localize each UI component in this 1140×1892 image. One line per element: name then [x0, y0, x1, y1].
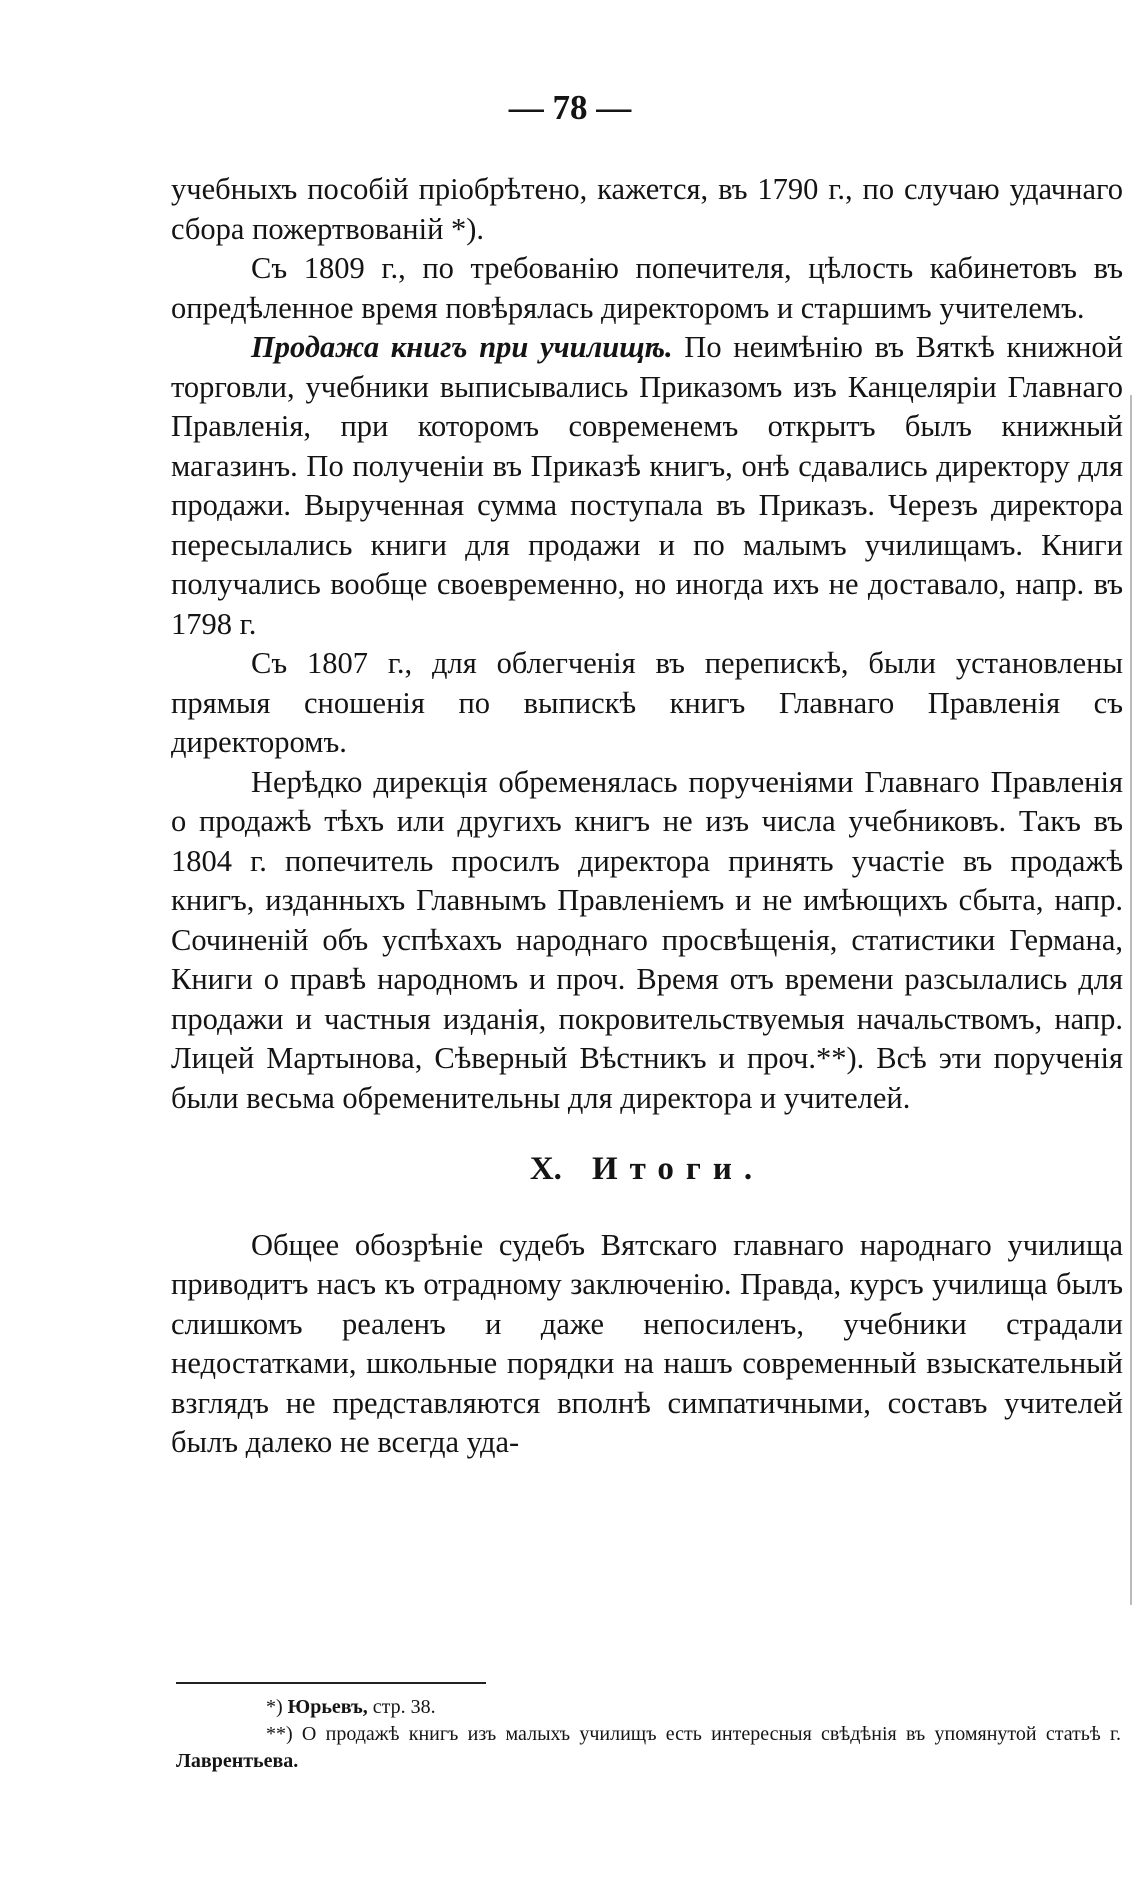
scan-margin-line	[1130, 395, 1132, 1605]
paragraph-3-text: По неимѣнію въ Вяткѣ книжной торговли, учебники выписывались Приказомъ изъ Канцеляріи Главнаго Правленія, при которомъ современемъ открытъ былъ книжный магазинъ. По полученіи въ Приказѣ книгъ, онѣ сдавались директору для продажи. Вырученная сумма поступала въ Приказъ. Черезъ директора пересылались книги для продажи и по малымъ училищамъ. Книги получались вообще своевременно, но иногда ихъ не доставало, напр. въ 1798 г.	[171, 330, 1123, 641]
paragraph-3	[171, 328, 1123, 644]
paragraph-4: Съ 1807 г., для облегченія въ перепискѣ, были установлены прямыя сношенія по выпискѣ книгъ Главнаго Правленія съ директоромъ.	[171, 646, 1123, 759]
section-title: Итоги.	[591, 1151, 765, 1187]
footnotes	[176, 1682, 1121, 1775]
paragraph-2: Съ 1809 г., по требованію попечителя, цѣлость кабинетовъ въ опредѣленное время повѣрялась директоромъ и старшимъ учителемъ.	[171, 251, 1123, 325]
footnote-1-mark: *)	[266, 1696, 288, 1718]
page-number: — 78 —	[508, 88, 632, 127]
footnote-2	[176, 1721, 1121, 1775]
footnote-2-text: **) О продажѣ книгъ изъ малыхъ училищъ есть интересныя свѣдѣнія въ упомянутой статьѣ г.	[266, 1723, 1121, 1745]
body-text	[171, 170, 1123, 1463]
paragraph-5: Нерѣдко дирекція обременялась порученіями Главнаго Правленія о продажѣ тѣхъ или другихъ книгъ не изъ числа учебниковъ. Такъ въ 1804 г. попечитель просилъ директора принять участіе въ продажѣ книгъ, изданныхъ Главнымъ Правленіемъ и не имѣющихъ сбыта, напр. Сочиненій объ успѣхахъ народнаго просвѣщенія, статистики Германа, Книги о правѣ народномъ и проч. Время отъ времени разсылались для продажи и частныя изданія, покровительствуемыя начальствомъ, напр. Лицей Мартынова, Сѣверный Вѣстникъ и проч.**). Всѣ эти порученія были весьма обременительны для директора и учителей.	[171, 764, 1123, 1115]
footnote-rule	[176, 1682, 486, 1684]
footnote-1-author: Юрьевъ,	[287, 1696, 368, 1718]
footnote-2-author: Лаврентьева.	[176, 1750, 299, 1772]
footnote-1	[176, 1694, 1121, 1721]
paragraph-1: учебныхъ пособій пріобрѣтено, кажется, въ 1790 г., по случаю удачнаго сбора пожертвованій *).	[171, 172, 1123, 246]
footnote-1-text: стр. 38.	[367, 1696, 436, 1718]
section-heading	[171, 1150, 1123, 1190]
section-lead-heading: Продажа книгъ при училищѣ.	[251, 330, 673, 364]
paragraph-6: Общее обозрѣніе судебъ Вятскаго главнаго народнаго училища приводитъ насъ къ отрадному заключенію. Правда, курсъ училища былъ слишкомъ реаленъ и даже непосиленъ, учебники страдали недостатками, школьные порядки на нашъ современный взыскательный взглядъ не представляются вполнѣ симпатичными, составъ учителей былъ далеко не всегда уда-	[171, 1227, 1123, 1459]
section-number: X.	[529, 1151, 562, 1187]
